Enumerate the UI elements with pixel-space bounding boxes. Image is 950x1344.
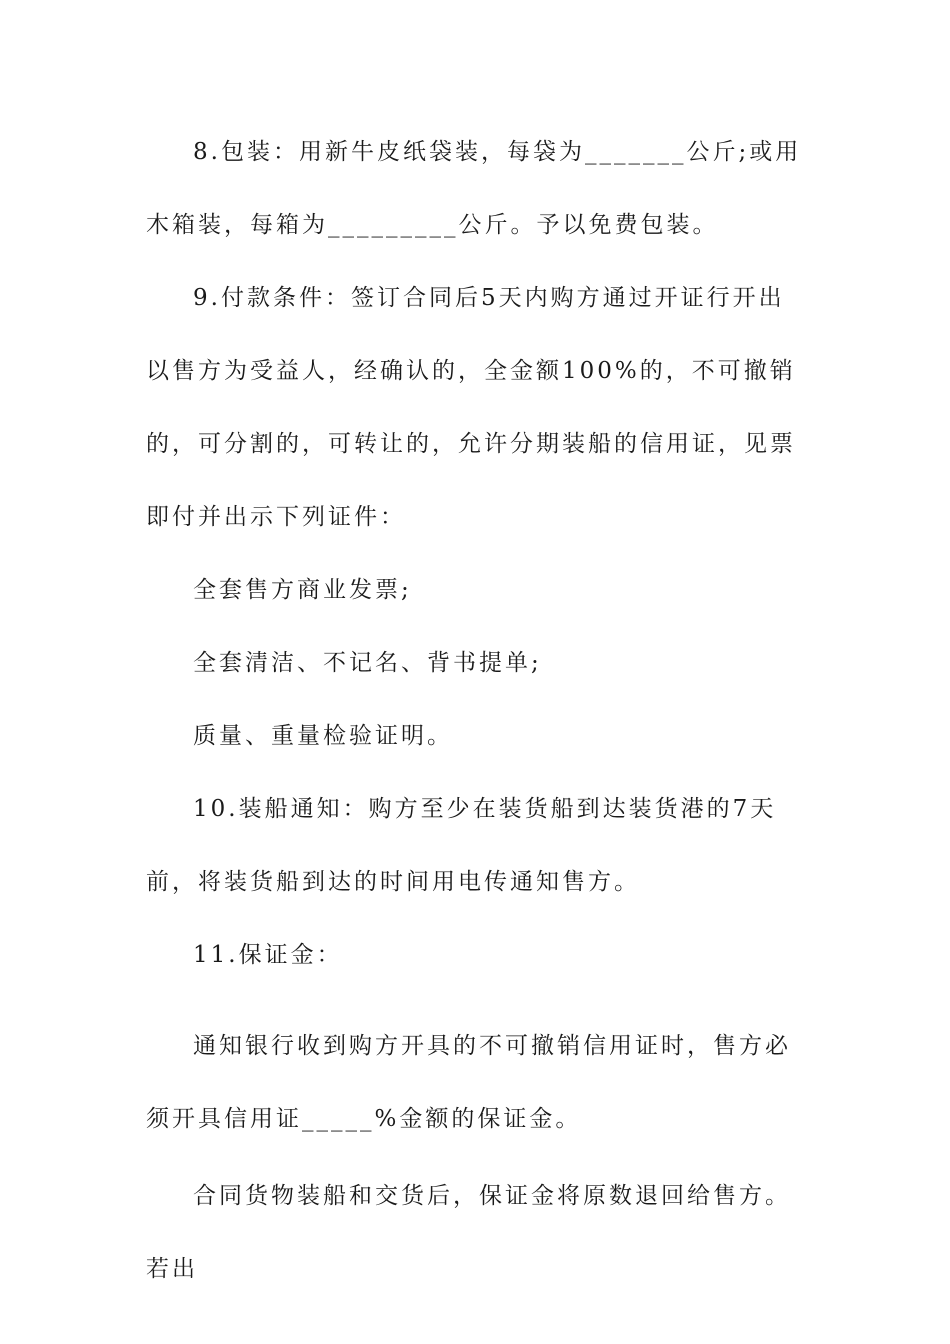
clause-9-payment-terms: 9.付款条件：签订合同后5天内购方通过开证行开出以售方为受益人，经确认的，全金额100%的，不可撤销的，可分割的，可转让的，允许分期装船的信用证，见票即付并出示下列证件： (146, 285, 796, 530)
document-item-inspection-certificate: 质量、重量检验证明。 (193, 723, 453, 749)
document-item-invoice: 全套售方商业发票; (193, 577, 412, 603)
deposit-refund-paragraph: 合同货物装船和交货后，保证金将原数退回给售方。若出 (146, 1183, 791, 1282)
document-item-bill-of-lading: 全套清洁、不记名、背书提单; (193, 650, 542, 676)
deposit-condition-paragraph: 通知银行收到购方开具的不可撤销信用证时，售方必须开具信用证_____%金额的保证金。 (146, 1033, 791, 1132)
clause-10-shipping-notice: 10.装船通知：购方至少在装货船到达装货港的7天前，将装货船到达的时间用电传通知售方。 (146, 796, 777, 895)
clause-11-deposit: 11.保证金： (193, 942, 343, 968)
clause-8-packaging: 8.包装：用新牛皮纸袋装，每袋为_______公斤;或用木箱装，每箱为_________公斤。予以免费包装。 (146, 139, 802, 238)
